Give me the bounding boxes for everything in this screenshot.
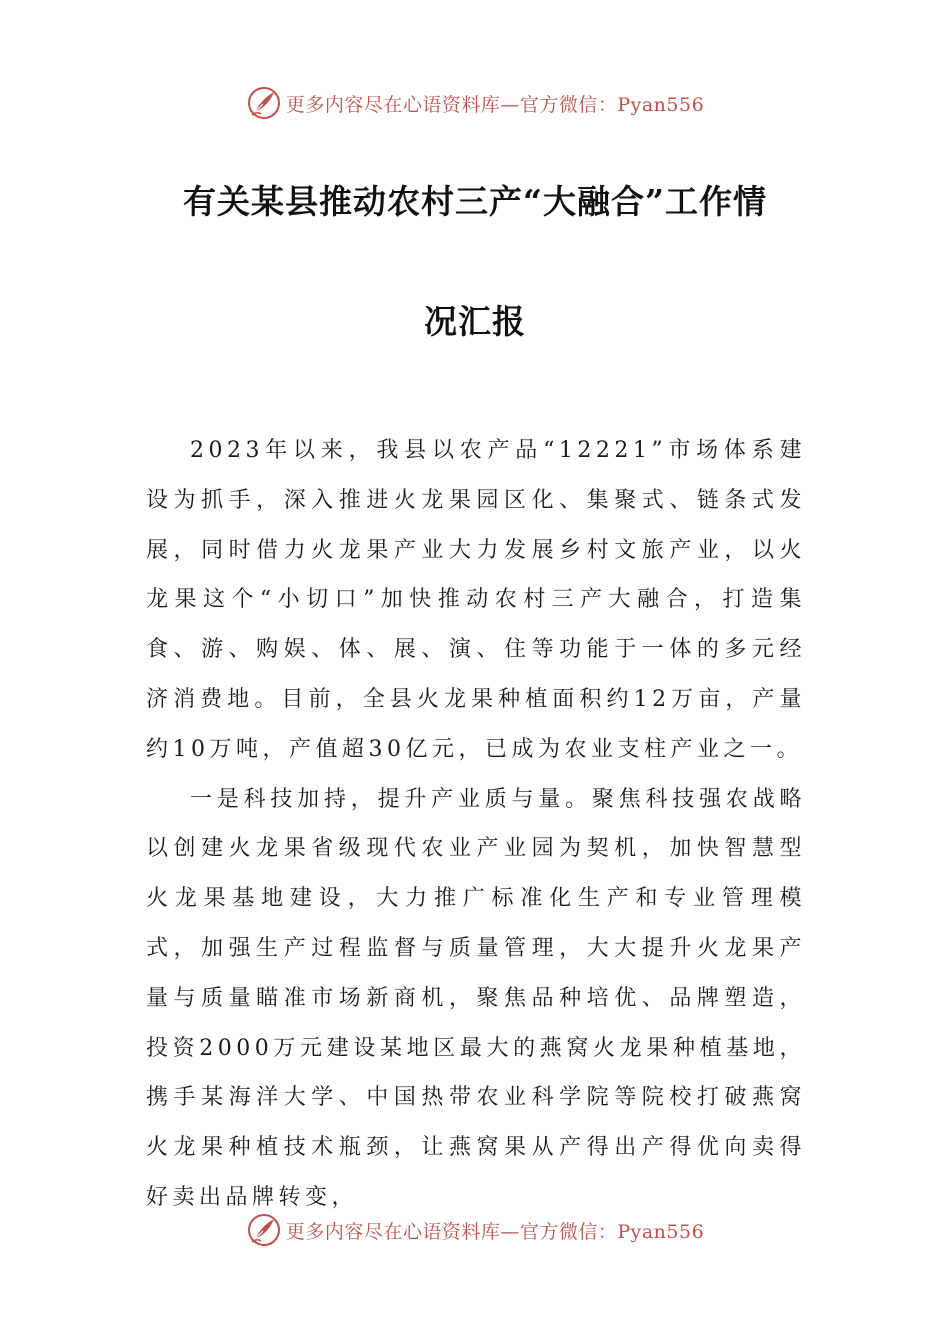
quill-logo-icon xyxy=(246,1212,282,1248)
header-watermark xyxy=(0,81,950,125)
document-title-line-2: 况汇报 xyxy=(424,302,526,341)
paragraph-intro: 2023年以来，我县以农产品“12221”市场体系建设为抓手，深入推进火龙果园区化、集聚式、链条式发展，同时借力火龙果产业大力发展乡村文旅产业，以火龙果这个“小切口”加快推动农村三产大融合，打造集食、游、购娱、体、展、演、住等功能于一体的多元经济消费地。目前，全县火龙果种植面积约12万亩，产量约10万吨，产值超30亿元，已成为农业支柱产业之一。 xyxy=(146,438,806,762)
paragraph-tech: 一是科技加持，提升产业质与量。聚焦科技强农战略以创建火龙果省级现代农业产业园为契机，加快智慧型火龙果基地建设，大力推广标准化生产和专业管理模式，加强生产过程监督与质量管理，大大提升火龙果产量与质量瞄准市场新商机，聚焦品种培优、品牌塑造，投资2000万元建设某地区最大的燕窝火龙果种植基地，携手某海洋大学、中国热带农业科学院等院校打破燕窝火龙果种植技术瓶颈，让燕窝果从产得出产得优向卖得好卖出品牌转变， xyxy=(146,786,806,1210)
quill-logo-icon xyxy=(246,85,282,121)
document-title-line-1: 有关某县推动农村三产“大融合”工作情 xyxy=(183,182,767,221)
footer-watermark xyxy=(0,1208,950,1252)
watermark-text: 更多内容尽在心语资料库—官方微信：Pyan556 xyxy=(285,1220,705,1243)
document-body xyxy=(146,426,806,1223)
watermark-text: 更多内容尽在心语资料库—官方微信：Pyan556 xyxy=(285,93,705,116)
